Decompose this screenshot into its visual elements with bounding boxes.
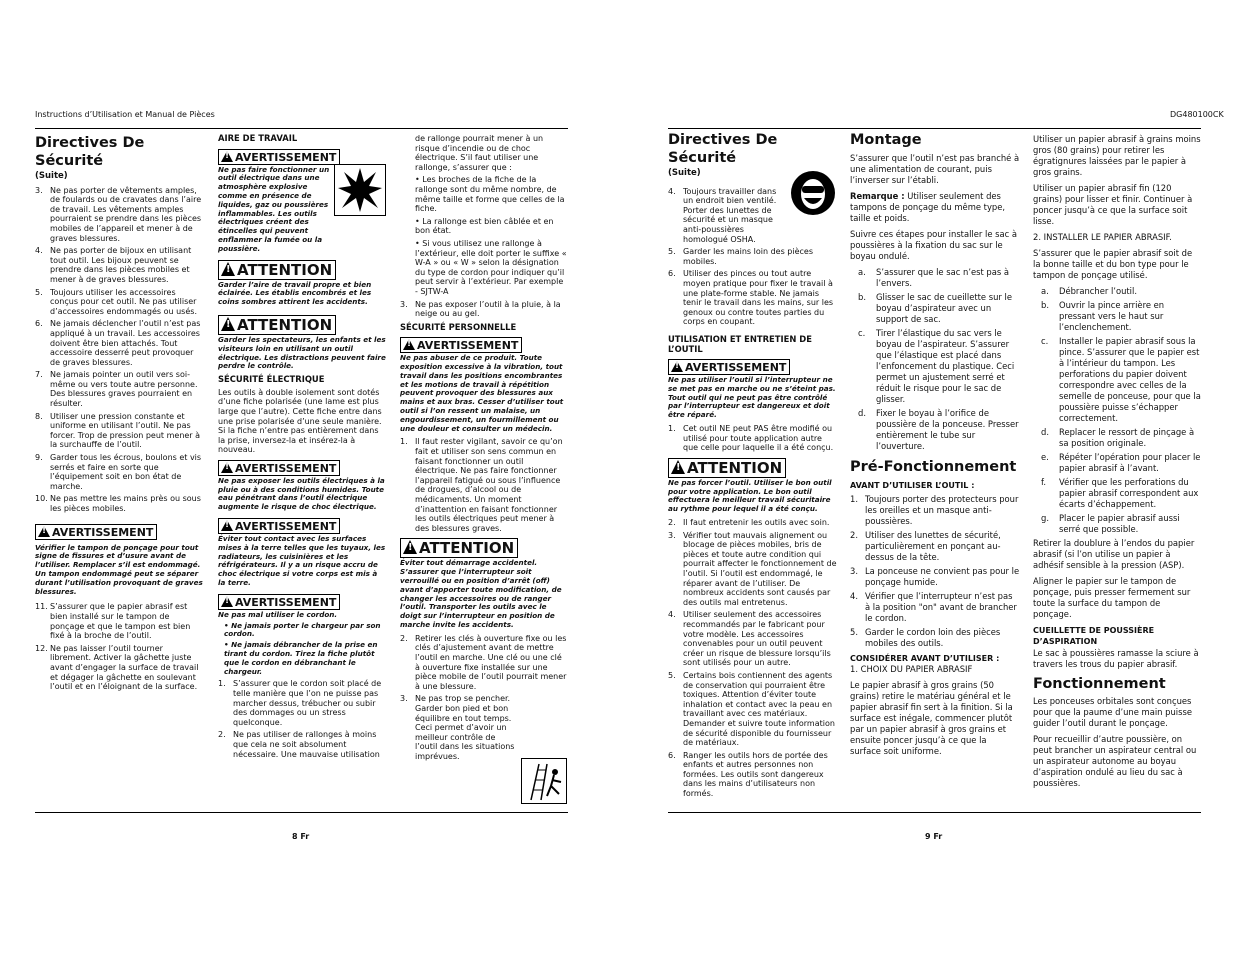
heading-dust-collection: CUEILLETTE DE POUSSIÈRE D’ASPIRATION [1033,626,1155,646]
bullet-item: • La rallonge est bien câblée et en bon état. [415,216,554,236]
bottom-rule-left [35,812,568,813]
warning-triangle-icon [221,462,233,473]
list-item: 3. La ponceuse ne convient pas pour le ponçage humide. [850,566,1020,587]
list-item: 6. Ranger les outils hors de portée des enfants et autres personnes non formées. Les outils sont dangereux dans les mains d’utilisateurs non formés. [668,750,828,799]
list-item: 4. Toujours travailler dans un endroit bien ventilé. Porter des lunettes de sécurité et un masque anti-poussières homologué OSHA. [668,186,777,244]
attention-badge: !ATTENTION [218,315,336,335]
body-text: Le sac à poussières ramasse la sciure à travers les trous du papier abrasif. [1033,648,1199,669]
warning-text: Éviter tout contact avec les surfaces mises à la terre telles que les tuyaux, les radiateurs, les cuisinières et les réfrigérateurs. Il y a un risque accru de choc électrique si votre corps est mis à la terre. [218,534,386,588]
heading-tool-use: UTILISATION ET ENTRETIEN DE L’OUTIL [668,333,812,354]
list-item: b. Ouvrir la pince arrière en pressant vers le haut sur l’enclenchement. [1041,300,1165,332]
list-item: 1. Toujours porter des protecteurs pour les oreilles et un masque anti-poussières. [850,494,1019,526]
warning-triangle-icon [403,540,417,554]
header-right: DG480100CK [1170,110,1224,119]
page-number-left: 8 Fr [292,832,310,841]
body-text: S’assurer que l’outil n’est pas branché à une alimentation de courant, puis l’inverser sur l’établi. [850,153,1020,185]
body-text: Le papier abrasif à gros grains (50 grains) retire le matériau général et le papier abrasif fin sert à la finition. Si la surface est inégale, commencer plutôt par un papier abrasif à gros grains et ensuite poncer jusqu’à ce que la surface soit uniforme. [850,680,1013,756]
right-column-1 [668,131,838,802]
body-text: Suivre ces étapes pour installer le sac à poussières à la fixation du sac sur le boyau ondulé. [850,229,1018,261]
step-list [850,267,1020,452]
top-rule-right [668,128,1201,129]
bullet-item: • Si vous utilisez une rallonge à l’extérieur, elle doit porter le suffixe « W-A » ou « W » selon la désignation du type de cordon pour indiquer qu’il peut servir à l’extérieur. Par exemple - SJTW-A [415,238,567,296]
list-item: b. Glisser le sac de cueillette sur le boyau d’aspirateur avec un support de sac. [858,292,1012,324]
list-item: 6. Utiliser des pinces ou tout autre moyen pratique pour fixer le travail à une plate-forme stable. Ne jamais tenir le travail dans les mains, sur les genoux ou contre toutes parties du corps en coupant. [668,269,834,327]
safety-list [400,437,568,533]
left-column-1 [35,134,203,695]
warning-badge: !AVERTISSEMENT [668,359,790,375]
body-text: de rallonge pourrait mener à un risque d’incendie ou de choc électrique. S’il faut utiliser une rallonge, s’assurer que : [415,134,544,172]
list-item: a. Débrancher l’outil. [1041,286,1137,296]
list-item: 11. S’assurer que le papier abrasif est bien installé sur le tampon de ponçage et que le tampon est bien fixé à la broche de l’outil. [35,602,191,641]
list-item: 5. Certains bois contiennent des agents de conservation qui pourraient être toxiques. Attention d’éviter toute inhalation et contact avec la peau en travaillant avec ces matériaux. Demander et suivre toute information de sécurité disponible du fournisseur de matériaux. [668,670,835,748]
bottom-rule-right [668,812,1201,813]
list-item: 5. Toujours utiliser les accessoires conçus pour cet outil. Ne pas utiliser d’accessoires endommagés ou usés. [35,287,197,316]
bullet-item: • Ne jamais débrancher de la prise en tirant du cordon. Tirez la fiche plutôt que le cordon en débranchant le chargeur. [224,640,378,676]
bullet-item: • Les broches de la fiche de la rallonge sont du même nombre, de même taille et forme que celles de la fiche. [415,175,565,214]
warning-text: Ne pas abuser de ce produit. Toute exposition excessive à la vibration, tout travail dans les positions encombrantes et les motions de travail à répétition peuvent provoquer des blessures aux mains et aux bras. Cesser d’utiliser tout outil si l’on ressent un malaise, un engourdissement, un fourmillement ou une douleur et consulter un médecin. [400,353,564,433]
list-item: a. S’assurer que le sac n’est pas à l’envers. [858,267,1010,288]
list-item: 3. Ne pas exposer l’outil à la pluie, à la neige ou au gel. [400,299,561,319]
list-item: 3. Ne pas trop se pencher. Garder bon pied et bon équilibre en tout temps. Ceci permet d’avoir un meilleur contrôle de l’outil dans les situations imprévues. [400,694,515,761]
left-column-2 [218,134,386,762]
attention-badge: !ATTENTION [668,458,786,478]
body-text: Utiliser un papier abrasif à grains moins gros (80 grains) pour retirer les égratignures laissées par le papier à gros grains. [1033,134,1201,177]
step-list [850,494,1020,649]
safety-list [400,634,568,762]
warning-text: Ne pas faire fonctionner un outil électrique dans une atmosphère explosive comme en présence de liquides, gaz ou poussières inflammables. Les outils électriques créent des étincelles qui peuvent enflammer la fumée ou la poussière. [218,164,330,253]
warning-triangle-icon [671,361,683,372]
body-text: 2. INSTALLER LE PAPIER ABRASIF. [1033,232,1172,242]
warning-triangle-icon [221,596,233,607]
list-item: 8. Utiliser une pression constante et uniforme en utilisant l’outil. Ne pas forcer. Trop de pression peut mener à la surchauffe de l’outil. [35,411,201,450]
warning-badge: !AVERTISSEMENT [218,149,340,165]
safety-mask-icon [790,170,836,216]
list-item: 3. Vérifier tout mauvais alignement ou blocage de pièces mobiles, bris de pièces et toute autre condition qui pourrait affecter le fonctionnement de l’outil. Si l’outil est endommagé, le réparer avant de l’utiliser. De nombreux accidents sont causés par des outils mal entretenus. [668,530,837,607]
warning-badge: !AVERTISSEMENT [218,594,340,610]
list-item: 5. Garder le cordon loin des pièces mobiles des outils. [850,627,1001,648]
warning-text: Vérifier le tampon de ponçage pour tout signe de fissures et d’usure avant de l’utiliser. Remplacer s’il est endommagé. Un tampon endommagé peut se séparer durant l’utilisation provoquant de graves blessures. [35,542,203,596]
note-text: Remarque : Utiliser seulement des tampons de ponçage du même type, taille et poids. [850,191,1006,223]
safety-list [668,518,838,799]
body-text: Les outils à double isolement sont dotés d’une fiche polarisée (une lame est plus large que l’autre). Cette fiche entre dans une prise polarisée d’une seule manière. Si la fiche n’entre pas entièrement dans la prise, inversez-la et insérez-la à nouveau. [218,387,382,455]
section-title-pre-operation: Pré-Fonctionnement [850,459,1017,475]
warning-text: Ne pas utiliser l’outil si l’interrupteur ne se met pas en marche ou ne s’éteint pas. Tout outil qui ne peut pas être contrôlé par l’interrupteur est dangereux et doit être réparé. [668,375,836,420]
bullet-item: • Ne jamais porter le chargeur par son cordon. [224,620,381,639]
body-text: Retirer la doublure à l’endos du papier abrasif (si l’on utilise un papier à adhésif sensible à la pression (ASP). [1033,538,1195,570]
attention-text: Garder l’aire de travail propre et bien éclairée. Les établis encombrés et les coins sombres attirent les accidents. [218,279,372,307]
warning-badge: !AVERTISSEMENT [218,518,340,534]
list-item: 6. Ne jamais déclencher l’outil n’est pas appliqué à un travail. Les accessoires doivent être bien attachés. Tout accessoire desserré peut provoquer de graves blessures. [35,319,201,367]
list-item: c. Installer le papier abrasif sous la pince. S’assurer que le papier est à l’intérieur du tampon. Les perforations du papier doivent correspondre avec celles de la semelle de ponceuse, pour que la poussière puisse s’échapper correctement. [1041,336,1201,423]
heading-work-area: AIRE DE TRAVAIL [218,133,298,143]
heading-personal-safety: SÉCURITÉ PERSONNELLE [400,321,517,332]
page-number-right: 9 Fr [925,832,943,841]
list-item: 12. Ne pas laisser l’outil tourner librement. Activer la gâchette juste avant d’engager la surface de travail et dégager la gâchette en soulevant l’outil et en l’éloignant de la surface. [35,643,199,692]
list-item: 1. S’assurer que le cordon soit placé de telle manière que l’on ne puisse pas marcher dessus, trébucher ou subir des dommages ou un stress quelconque. [218,679,382,727]
warning-badge: !AVERTISSEMENT [218,460,340,476]
warning-triangle-icon [221,317,235,331]
heading-electrical-safety: SÉCURITÉ ÉLECTRIQUE [218,374,325,385]
warning-text: Ne pas mal utiliser le cordon. [218,609,338,619]
section-title-montage: Montage [850,132,922,148]
right-column-3 [1033,134,1201,794]
heading-before-use: AVANT D’UTILISER L’OUTIL : [850,481,975,490]
warning-triangle-icon [38,526,50,537]
warning-triangle-icon [221,520,233,531]
safety-list [668,424,838,453]
list-item: 3. Ne pas porter de vêtements amples, de foulards ou de cravates dans l’aire de travail. Les vêtements amples pourraient se prendre dans les pièces mobiles de l’appareil et mener à de graves blessures. [35,185,202,243]
body-text: S’assurer que le papier abrasif soit de la bonne taille et du bon type pour le tampon de ponçage utilisé. [1033,248,1193,280]
section-title: Directives De Sécurité [668,132,778,166]
safety-list [35,602,203,691]
list-item: 1. Cet outil NE peut PAS être modifié ou utilisé pour toute application autre que celle pour laquelle il a été conçu. [668,424,834,453]
list-item: 2. Il faut entretenir les outils avec soin. [668,518,830,528]
left-column-3 [400,134,568,764]
attention-text: Ne pas forcer l’outil. Utiliser le bon outil pour votre application. Le bon outil effectuera le meilleur travail sécuritaire au rythme pour lequel il a été conçu. [668,477,832,514]
list-item: d. Replacer le ressort de pinçage à sa position originale. [1041,427,1195,448]
warning-triangle-icon [221,262,235,276]
list-item: 4. Ne pas porter de bijoux en utilisant tout outil. Les bijoux peuvent se prendre dans les pièces mobiles et mener à de graves blessures. [35,246,192,284]
list-item: 2. Utiliser des lunettes de sécurité, particulièrement en ponçant au-dessus de la tête. [850,530,1001,562]
attention-text: Éviter tout démarrage accidentel. S’assurer que l’interrupteur soit verrouillé ou en position d’arrêt (off) avant d’apporter toute modification, de changer les accessoires ou de ranger l’outil. Transporter les outils avec le doigt sur l’interrupteur en position de marche invite les accidents. [400,558,562,629]
safety-list [400,300,568,319]
attention-text: Garder les spectateurs, les enfants et les visiteurs loin en utilisant un outil électrique. Les distractions peuvent faire perdre le contrôle. [218,334,386,371]
list-item: 2. Retirer les clés à ouverture fixe ou les clés d’ajustement avant de mettre l’outil en marche. Une clé ou une clé à ouverture fixe installée sur une pièce mobile de l’outil pourrait mener à une blessure. [400,633,567,691]
list-item: 2. Ne pas utiliser de rallonges à moins que cela ne soit absolument nécessaire. Une mauvaise utilisation [218,730,380,759]
warning-badge: !AVERTISSEMENT [400,337,522,353]
ladder-fall-icon [521,758,567,804]
warning-triangle-icon [403,339,415,350]
section-title-operation: Fonctionnement [1033,676,1166,692]
attention-badge: !ATTENTION [218,260,336,280]
list-item: 10. Ne pas mettre les mains près ou sous les pièces mobiles. [35,494,201,513]
heading-consider: CONSIDÉRER AVANT D’UTILISER : [850,654,1000,663]
list-item: d. Fixer le boyau à l’orifice de poussière de la ponceuse. Presser entièrement le tube sur l’ouverture. [858,408,1019,451]
list-item: 1. Il faut rester vigilant, savoir ce qu’on fait et utiliser son sens commun en faisant fonctionner un outil électrique. Ne pas faire fonctionner l’appareil fatigué ou sous l’influence de drogues, d’alcool ou de médicaments. Un moment d’inattention en faisant fonctionner les outils électriques peut mener à des blessures graves. [400,437,563,533]
safety-list [35,186,203,514]
list-item: 4. Vérifier que l’interrupteur n’est pas à la position "on" avant de brancher le cordon. [850,591,1017,623]
section-title: Directives De Sécurité [35,135,145,169]
body-text: Pour recueillir d’autre poussière, on peut brancher un aspirateur central ou un aspirateur autonome au boyau d’aspiration ondulé au lieu du sac à poussières. [1033,734,1197,788]
warning-badge: !AVERTISSEMENT [35,524,157,540]
step-list [1033,286,1201,535]
warning-triangle-icon [671,460,685,474]
section-subtitle: (Suite) [35,171,68,181]
explosion-icon [334,164,386,216]
warning-text: Ne pas exposer les outils électriques à la pluie ou à des conditions humides. Toute eau pénétrant dans l’outil électrique augmente le risque de choc électrique. [218,475,385,512]
body-text: Utiliser un papier abrasif fin (120 grains) pour lisser et finir. Continuer à poncer jusqu’à ce que la surface soit lisse. [1033,183,1193,226]
list-item: 9. Garder tous les écrous, boulons et vis serrés et faire en sorte que l’équipement soit en bon état de marche. [35,453,202,491]
safety-list [218,679,386,759]
list-item: c. Tirer l’élastique du sac vers le boyau de l’aspirateur. S’assurer que l’élastique est placé dans l’enfoncement du plastique. Ceci permet un ajustement serré et réduit le risque pour le sac de glisser. [858,328,1015,404]
list-item: g. Placer le papier abrasif aussi serré que possible. [1041,513,1180,534]
top-rule-left [35,128,568,129]
body-text: 1. CHOIX DU PAPIER ABRASIF [850,664,973,674]
section-subtitle: (Suite) [668,168,701,178]
right-column-2 [850,131,1020,762]
body-text: Les ponceuses orbitales sont conçues pour que la paume d’une main puisse guider l’outil durant le ponçage. [1033,696,1192,728]
attention-badge: !ATTENTION [400,538,518,558]
list-item: 4. Utiliser seulement des accessoires recommandés par le fabricant pour votre modèle. Les accessoires convenables pour un outil peuvent créer un risque de blessure lorsqu’ils sont utilisés pour un autre. [668,610,831,668]
list-item: 5. Garder les mains loin des pièces mobiles. [668,247,814,266]
list-item: f. Vérifier que les perforations du papier abrasif correspondent aux écarts d’échappement. [1041,477,1199,509]
list-item: 7. Ne jamais pointer un outil vers soi-même ou vers toute autre personne. Des blessures graves pourraient en résulter. [35,370,198,409]
warning-triangle-icon [221,151,233,162]
list-item: e. Répéter l’opération pour placer le papier abrasif à l’avant. [1041,452,1201,473]
body-text: Aligner le papier sur le tampon de ponçage, puis presser fermement sur toute la surface du tampon de ponçage. [1033,576,1191,619]
header-left: Instructions d’Utilisation et Manual de Pièces [35,110,215,119]
